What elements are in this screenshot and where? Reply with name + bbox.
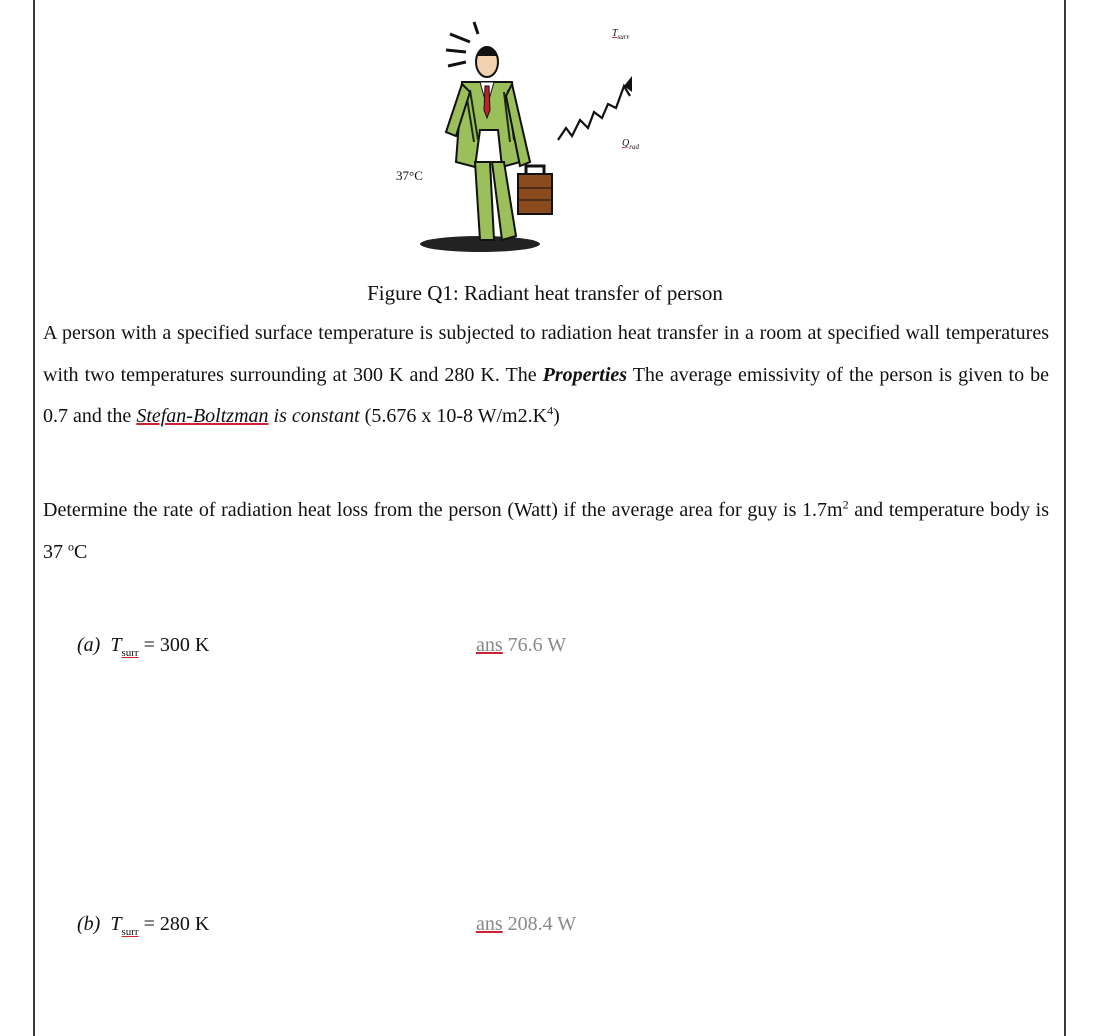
businessman-illustration [380, 12, 700, 262]
question-a: (a) $T_{surr} = 300$ K [77, 634, 210, 659]
figure-person-radiation [380, 12, 700, 262]
radiation-arrow-icon [558, 86, 630, 140]
body-temp-label: 37°C [396, 168, 423, 183]
stress-marks-icon [446, 22, 478, 66]
answer-a: ans 76.6 W [476, 634, 567, 656]
figure-caption: Figure Q1: Radiant heat transfer of person [367, 281, 723, 305]
qrad-label: $Q_{rad}$ [622, 138, 639, 151]
problem-paragraph: A person with a specified surface temperature is subjected to radiation heat transfer in a room at specified wall temperatures with two temperatures surrounding at 300 K and 280 K. The Properties The average emissivity of the person is given to be 0.7 and the Stefan-Boltzman is constant (5.676 x 10-8 $W/m2.K^4$) [43, 322, 1049, 427]
question-paragraph: Determine the rate of radiation heat loss from the person (Watt) if the average area for guy is $1.7m^2$ and temperature body is 37 $^o$C [43, 497, 1050, 563]
answer-b: ans 208.4 W [476, 913, 577, 935]
stefan-boltzman-term: Stefan-Boltzman [136, 405, 269, 427]
tsurr-label: $T_{surr}$ [612, 28, 630, 41]
briefcase-icon [518, 166, 552, 214]
question-b: (b) $T_{surr} = 280$ K [77, 913, 210, 938]
